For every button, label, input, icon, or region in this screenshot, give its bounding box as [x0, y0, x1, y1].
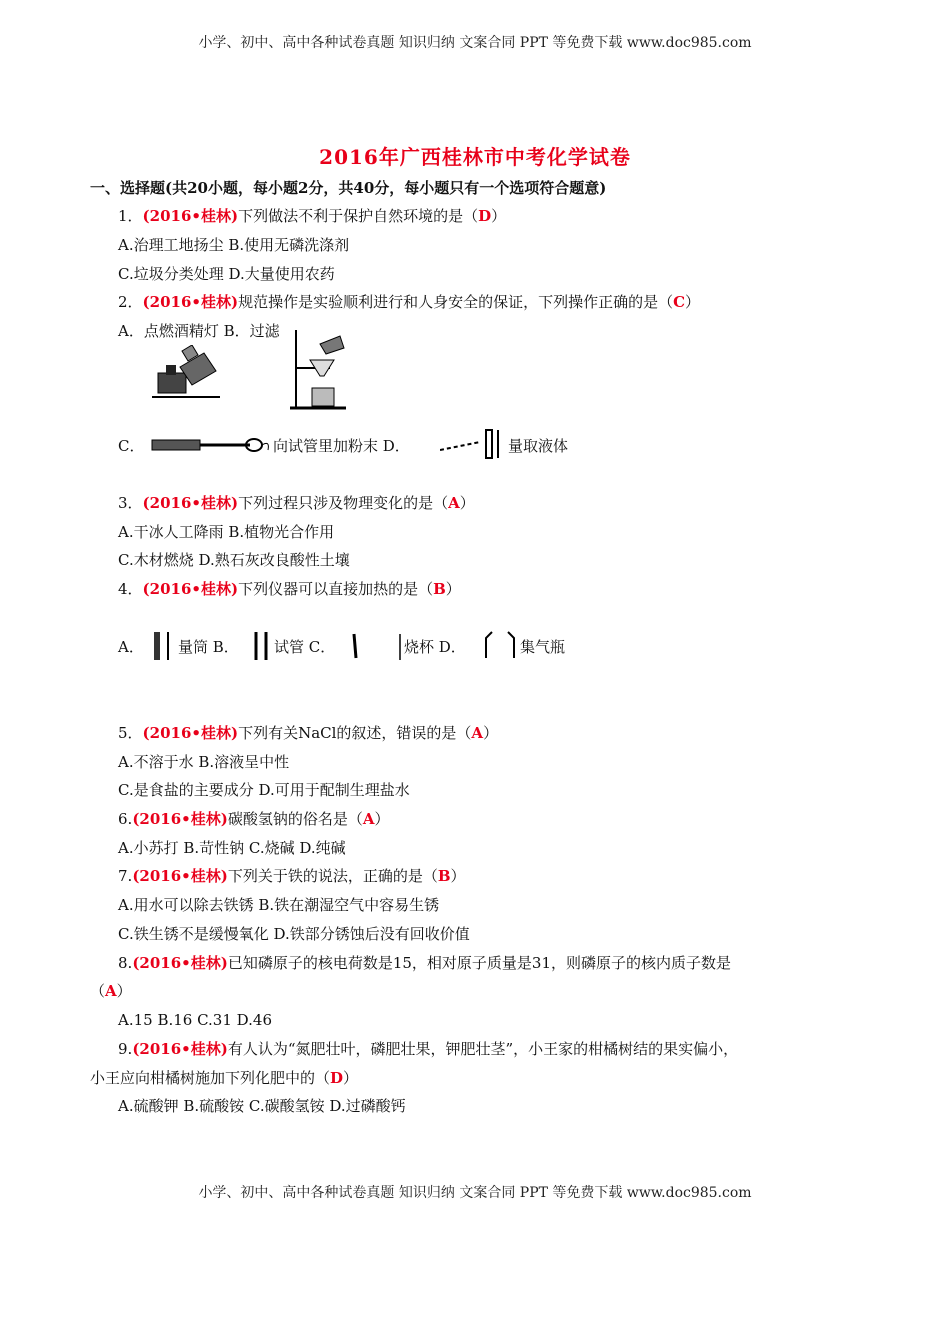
- question-text: 下列做法不利于保护自然环境的是（: [238, 207, 479, 225]
- q5-options-ab: A.不溶于水 B.溶液呈中性: [118, 753, 290, 771]
- question-8: 8.(2016•桂林)已知磷原子的核电荷数是15，相对原子质量是31，则磷原子的核内质子数是: [118, 954, 732, 972]
- question-source: (2016•桂林): [142, 207, 239, 225]
- answer: D: [478, 207, 492, 225]
- question-9: 9.(2016•桂林)有人认为“氮肥壮叶，磷肥壮果，钾肥壮茎”，小王家的柑橘树结的果实偏小，: [118, 1040, 739, 1058]
- page-title: 2016年广西桂林市中考化学试卷: [319, 145, 631, 169]
- answer: C: [673, 293, 686, 311]
- page-footer: 小学、初中、高中各种试卷真题 知识归纳 文案合同 PPT 等免费下载 www.doc985.com: [198, 1185, 752, 1201]
- q4-option-b-c-text: 试管 C．: [274, 638, 336, 656]
- q1-options-ab: A.治理工地扬尘 B.使用无磷洗涤剂: [118, 236, 350, 254]
- q7-options-ab: A.用水可以除去铁锈 B.铁在潮湿空气中容易生锈: [118, 896, 440, 914]
- question-8-answer-line: （A）: [90, 982, 132, 1000]
- answer: A: [105, 982, 117, 1000]
- q4-option-a-b-text: 量筒 B．: [178, 638, 239, 656]
- answer: A: [471, 724, 484, 742]
- q4-option-c-d-text: 烧杯 D．: [404, 638, 466, 656]
- test-tube-powder-figure: [150, 434, 272, 456]
- q3-options-cd: C.木材燃烧 D.熟石灰改良酸性土壤: [118, 551, 350, 569]
- question-1: 1．(2016•桂林)下列做法不利于保护自然环境的是（D）: [118, 207, 507, 225]
- question-9-continuation: 小王应向柑橘树施加下列化肥中的（D）: [90, 1069, 359, 1087]
- answer: A: [448, 494, 460, 512]
- page-header: 小学、初中、高中各种试卷真题 知识归纳 文案合同 PPT 等免费下载 www.doc985.com: [198, 35, 752, 51]
- q4-option-a-label: A．: [118, 638, 144, 656]
- question-4: 4．(2016•桂林)下列仪器可以直接加热的是（B）: [118, 580, 461, 598]
- beaker-figure: [350, 630, 404, 662]
- measuring-liquid-figure: [440, 428, 506, 460]
- q4-option-d-text: 集气瓶: [520, 638, 566, 656]
- gas-jar-figure: [480, 628, 520, 662]
- answer: D: [330, 1069, 344, 1087]
- answer: B: [433, 580, 446, 598]
- question-2: 2．(2016•桂林)规范操作是实验顺利进行和人身安全的保证，下列操作正确的是（C）: [118, 293, 701, 311]
- alcohol-lamp-figure: [152, 345, 222, 401]
- question-3: 3．(2016•桂林)下列过程只涉及物理变化的是（A）: [118, 494, 475, 512]
- q2-option-d-text: 量取液体: [508, 437, 569, 455]
- q8-options: A.15 B.16 C.31 D.46: [118, 1011, 273, 1029]
- q7-options-cd: C.铁生锈不是缓慢氧化 D.铁部分锈蚀后没有回收价值: [118, 925, 470, 943]
- q6-options: A.小苏打 B.苛性钠 C.烧碱 D.纯碱: [118, 839, 346, 857]
- question-number: 1．: [118, 207, 143, 225]
- q2-option-c-d-text: 向试管里加粉末 D．: [273, 437, 410, 455]
- filtration-figure: [290, 330, 350, 412]
- q2-option-c-label: C．: [118, 437, 145, 455]
- q1-options-cd: C.垃圾分类处理 D.大量使用农药: [118, 265, 335, 283]
- question-7: 7.(2016•桂林)下列关于铁的说法，正确的是（B）: [118, 867, 466, 885]
- test-tube-figure: [252, 630, 272, 662]
- answer: A: [362, 810, 375, 828]
- q2-options-ab: A．点燃酒精灯 B．过滤: [118, 322, 280, 340]
- graduated-cylinder-figure: [152, 630, 178, 662]
- q9-options: A.硫酸钾 B.硫酸铵 C.碳酸氢铵 D.过磷酸钙: [118, 1097, 406, 1115]
- question-5: 5．(2016•桂林)下列有关NaCl的叙述，错误的是（A）: [118, 724, 499, 742]
- section-heading: 一、选择题(共20小题，每小题2分，共40分，每小题只有一个选项符合题意): [90, 179, 607, 197]
- question-6: 6.(2016•桂林)碳酸氢钠的俗名是（A）: [118, 810, 390, 828]
- q5-options-cd: C.是食盐的主要成分 D.可用于配制生理盐水: [118, 781, 410, 799]
- q3-options-ab: A.干冰人工降雨 B.植物光合作用: [118, 523, 335, 541]
- answer: B: [437, 867, 451, 885]
